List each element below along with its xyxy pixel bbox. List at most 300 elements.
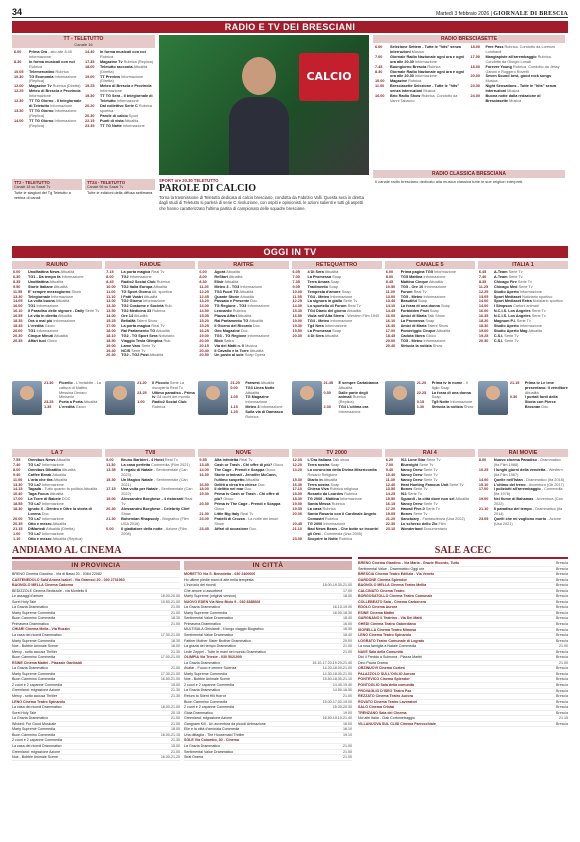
program-genre: Gioco (44, 323, 55, 328)
listing-times: 18.40 (343, 633, 352, 638)
schedule-time: 19.50 (292, 328, 303, 333)
tv-channel-schedule (12, 269, 102, 379)
program-title: Night Sensations - Tutte le "hits" senza interruzioni (485, 84, 557, 94)
program-title: La vita in diretta (28, 314, 58, 319)
schedule-entry (245, 395, 288, 405)
listing-name: GHEDI Cinema Teatro Gaberdiano (358, 622, 417, 627)
program-title: Prima pagina TG5 (400, 270, 433, 274)
listing-times: Brescia (556, 599, 568, 604)
schedule-time: 13.35 (106, 467, 116, 472)
prime-time-list (417, 381, 475, 410)
program-title: Storie criminali - Jennifer McCann, l'ultimo sospetto (214, 472, 277, 482)
program-genre: Serie Tv (508, 270, 523, 274)
schedule-time: 20.15 (199, 343, 209, 348)
schedule-time: 10.05 (14, 69, 24, 74)
program-genre: Real Tv (151, 323, 165, 328)
program-title: Tg5 Notte (431, 400, 450, 405)
program-genre: Attualità (428, 279, 443, 284)
schedule-time: 8.00 (385, 274, 394, 279)
program-genre: Rubrica. Condotto da Jessy Garoni e Ruggero Rovetti (485, 64, 560, 74)
listing-name: La rosa famiglia a Natale Commedia (358, 644, 417, 649)
schedule-time: 13.30 (13, 294, 23, 299)
program-title: TG5 - Meteo (400, 294, 423, 299)
schedule-time: 18.30 (478, 323, 489, 328)
schedule-row (85, 50, 153, 60)
program-title: TG3 Linea Notte (245, 385, 275, 390)
schedule-time: 17.20 (385, 507, 396, 512)
schedule-time: 19.00 (478, 497, 489, 502)
program-genre: Attualità (346, 309, 361, 314)
program-title: Storie Italiane (28, 284, 53, 289)
tv-section-title: OGGI IN TV (12, 246, 568, 258)
schedule-time: 16.15 (385, 502, 396, 507)
schedule-row (199, 517, 287, 527)
schedule-time: 23.45 (199, 526, 209, 531)
calcio-sign: CALCIO (299, 53, 359, 101)
program-genre: Attualità (245, 477, 260, 482)
tv-channel-name: RAITRE (198, 261, 288, 269)
listing-times: Brescia (556, 655, 568, 660)
program-title: Tg4 Nera (307, 323, 324, 328)
program-genre: Informazione (29, 94, 51, 99)
schedule-row (85, 84, 153, 94)
listing-name: La Grazia Drammatico (184, 660, 220, 665)
schedule-row (44, 381, 102, 400)
program-genre: Informazione (Diretta) (100, 74, 144, 84)
listing-name: Gioia Drammatico (184, 710, 213, 715)
program-genre: Informazione (324, 323, 347, 328)
prime-time-list (510, 381, 568, 410)
program-title: Nancy Drew (400, 472, 423, 477)
schedule-entry (308, 527, 381, 537)
schedule-time: 20.30 (478, 338, 489, 343)
tv-channel-column (198, 449, 288, 541)
program-genre: Informazione (338, 409, 361, 414)
schedule-time: 15.30 (292, 477, 303, 482)
schedule-time: 20.40 (385, 343, 396, 348)
program-title: Little Big Italy (214, 511, 240, 516)
listing-times: Brescia (556, 721, 568, 726)
program-genre: Informazione (41, 462, 64, 467)
program-genre: Informazione (330, 294, 353, 299)
program-title: Meteo 3 - TG3 (214, 284, 240, 289)
prime-time-list (230, 381, 288, 419)
program-genre: Serie Tv (425, 507, 440, 512)
tt2-channel: Canale 18 su Sasat Tv (14, 185, 51, 189)
schedule-time: 21.45 (323, 381, 334, 385)
schedule-time: 0.50 (323, 390, 331, 395)
program-genre: Real Tv (151, 270, 165, 274)
program-genre: Show (432, 343, 443, 348)
schedule-time: 13.30 (106, 304, 116, 309)
program-title: 4 Di Sera (307, 333, 324, 338)
schedule-entry (214, 527, 257, 532)
schedule-time: 20.30 (106, 507, 116, 512)
program-title: Telemercatino (29, 69, 55, 74)
schedule-time: 21.30 (44, 381, 54, 385)
schedule-time: 7.40 (13, 462, 21, 467)
program-genre: Attualità (60, 270, 75, 274)
schedule-row (479, 468, 567, 478)
listing-times: 21.00 (171, 749, 180, 754)
schedule-time: 8.35 (13, 279, 21, 284)
listing-name: Buon Cammino Commedia (12, 677, 56, 682)
program-title: C.S.I. (493, 338, 504, 343)
program-title: La signora in giallo (307, 299, 343, 304)
program-genre: Doc. (240, 328, 249, 333)
schedule-time: 16.10 (13, 309, 23, 314)
program-title: Magazine Tv (29, 84, 52, 89)
classica-text: Il canale radio bresciano dedicato alla musica classica tutte le sue migliori interpreti. (375, 179, 524, 184)
schedule-time: 16.30 (292, 482, 303, 487)
program-title: In forma musicali con noi (100, 50, 146, 54)
program-genre: Serie Tv (426, 458, 441, 462)
tv-channel-name: TV8 (105, 449, 195, 457)
schedule-time: 16.50 (199, 482, 209, 487)
schedule-entry (29, 119, 82, 129)
tt2-text: Tutte le stagioni del Tg Teletutto a vetrina di canali (14, 191, 71, 200)
listing-times: 21.00 (343, 694, 352, 699)
schedule-entry (100, 104, 153, 114)
tv-channel-name: RETEQUATTRO (292, 261, 382, 269)
schedule-row (479, 339, 567, 344)
listing-name: Che amore ci assorberà (184, 588, 223, 593)
program-genre: Attualità (153, 284, 167, 289)
schedule-time: 0.15 (416, 400, 425, 405)
program-title: Omnibus News (28, 458, 56, 462)
program-genre: Commedia (Film 2021) (151, 462, 190, 467)
program-title: Nancy Drew (400, 467, 423, 472)
listing-times: 17.30-21.00 (160, 671, 180, 676)
program-title: Giornale Radio Nazionale ogni ora e ogni ora alle 20.30 (390, 69, 465, 79)
schedule-entry (432, 381, 475, 391)
schedule-row (13, 537, 101, 542)
program-title: TT TG Notte (100, 123, 122, 128)
program-title: TG 2000 (307, 521, 323, 526)
schedule-time: 1.00 (137, 400, 145, 405)
listing-name: NAVE Sala della Comunità (358, 649, 403, 654)
listing-name: Marty Supreme Commedia (12, 727, 55, 732)
program-title: TG La7 (28, 462, 41, 467)
schedule-entry (28, 339, 57, 344)
program-genre: Informazione (41, 516, 64, 521)
program-genre: Informazione (240, 284, 263, 289)
schedule-time: 20.20 (85, 103, 95, 108)
schedule-time: 12.00 (14, 84, 24, 89)
schedule-row (293, 468, 381, 478)
schedule-entry (121, 517, 194, 527)
program-title: TG Magazine (245, 395, 269, 400)
listing-name: Gangnam Kill - Un avventura da piccoli Animazione (184, 721, 266, 726)
schedule-entry (29, 109, 82, 119)
schedule-entry (486, 65, 564, 75)
schedule-time: 21.30 (199, 511, 209, 516)
schedule-time: 18.00 (292, 492, 303, 497)
schedule-time: 6.30 (13, 274, 21, 279)
schedule-entry (100, 124, 145, 129)
program-title: La forza di una donna (431, 390, 471, 395)
schedule-time: 0.30 (509, 395, 518, 400)
sale-title: SALE ACEC (358, 545, 568, 559)
listing-times: 15.00 (171, 682, 180, 687)
schedule-time: 17.15 (106, 487, 116, 492)
listing-name: Dici il Freddo a Sulmona - Piazza Martiri (358, 655, 423, 660)
schedule-entry (28, 537, 82, 542)
program-genre: Attualità (156, 328, 170, 333)
program-genre: Informazione (245, 400, 268, 405)
schedule-time: 14.00 (199, 467, 209, 472)
schedule-time: 18.35 (13, 319, 23, 324)
listing-name: La Grazia Drammatico (12, 666, 48, 671)
schedule-time: 20.00 (13, 328, 23, 333)
program-title: Un Magico Natale (121, 477, 153, 482)
program-title: Sulla via di Damasco (245, 409, 284, 414)
listing-name: La Grazia Drammatico (12, 605, 48, 610)
program-genre: Informazione (Replica) (29, 118, 77, 128)
program-title: Una volta per Natale (121, 487, 158, 492)
schedule-time: 8.45 (106, 279, 114, 284)
program-genre: Informazione (41, 502, 64, 507)
program-genre: Notiziario sportivo (532, 299, 563, 304)
schedule-time: 21.20 (137, 381, 147, 385)
schedule-time: 14.20 (292, 467, 303, 472)
tt24-name: TT24 - TELETUTTO (87, 180, 126, 185)
program-title: La forza di una donna (400, 304, 440, 309)
schedule-time: 14.00 (292, 304, 303, 309)
listing-times: 18.30 (171, 638, 180, 643)
schedule-time: 21.15 (509, 381, 520, 385)
schedule-entry (432, 391, 475, 401)
listing-times: 14.30-18.00-21.00 (322, 671, 352, 676)
program-title: Beautiful (400, 299, 417, 304)
program-genre: Informazione (423, 338, 446, 343)
schedule-entry (390, 55, 468, 65)
listing-times: Brescia (556, 699, 568, 704)
feature-title: PAROLE DI CALCIO (159, 183, 257, 194)
cinema-section (12, 545, 568, 826)
program-genre: Rubrica. Condotto da Giorgio Lonati (485, 54, 552, 64)
schedule-time: 7.45 (375, 64, 383, 69)
program-genre: Informazione (423, 294, 446, 299)
cinema-left (12, 545, 352, 826)
program-title: Porta a Porta (59, 400, 83, 405)
listing-times: Brescia (556, 633, 568, 638)
program-title: TG2 Medicina 33 (121, 309, 152, 314)
schedule-time: 17.00 (478, 487, 489, 492)
listing-name: BRENO Cinema Giardino - Via Maria - Grazie Ricordo, Tutto (358, 561, 460, 565)
tv-channel-schedule (292, 457, 382, 541)
cinema-venue (358, 722, 568, 728)
tt24-block (85, 179, 155, 202)
program-title: Amici di Maria (400, 323, 427, 328)
program-genre: Attualità (143, 294, 158, 299)
schedule-row (471, 45, 564, 55)
program-genre: Serie Tv (423, 472, 438, 477)
program-genre: Rubrica (100, 54, 114, 59)
schedule-time: 18.30 (292, 497, 303, 502)
program-genre: Rubrica sportiva (100, 103, 152, 113)
program-genre: - Western Film 1949 (345, 314, 380, 319)
schedule-time: 1.15 (230, 404, 238, 409)
prime-time-list (44, 381, 102, 410)
tv-channel-name: TV 2000 (292, 449, 382, 457)
listing-times: Brescia (556, 666, 568, 671)
listing-name: Greenland: migrazione Azione (12, 688, 61, 693)
program-title: È sempre Cartabianca (338, 381, 379, 385)
schedule-time: 16.40 (13, 492, 23, 497)
schedule-time: 18.00 (85, 64, 95, 69)
program-title: Tagadà (28, 487, 42, 492)
listing-name: 2 cuori e 2 capanne Commedia (12, 682, 62, 687)
program-genre: Attualità (Replica) (52, 536, 83, 541)
listing-name: PONTOGLIO Sala della comunità (358, 683, 415, 688)
listing-times: Brescia (556, 594, 568, 599)
program-genre: Informazione (122, 123, 145, 128)
program-title: TG La7 (28, 482, 41, 487)
schedule-time: 15.10 (478, 482, 489, 487)
schedule-time: 16.00 (385, 314, 396, 319)
program-title: Piazza Affari (214, 314, 237, 319)
program-genre: Doc. (541, 404, 550, 409)
program-title: 911 (400, 492, 407, 497)
schedule-time: 20.35 (13, 338, 23, 343)
schedule-time: 16.10 (385, 319, 396, 324)
tv-channel-column (385, 449, 475, 541)
schedule-time: 14.00 (478, 304, 489, 309)
schedule-row (106, 527, 194, 537)
schedule-time: 14.10 (385, 304, 396, 309)
program-title: Delitti a circa fra chiese (214, 482, 257, 487)
program-title: Affari di occasione (214, 526, 249, 531)
schedule-row (13, 339, 101, 344)
schedule-time: 8.00 (13, 467, 21, 472)
schedule-entry (100, 94, 153, 104)
schedule-time: 15.05 (199, 314, 209, 319)
program-title: Selezione Settem - Tutte le "hits" senza interruzioni (390, 45, 461, 54)
schedule-time: 20.35 (13, 521, 23, 526)
listing-name: ROVATO Cinema Teatro Lavoratori (358, 699, 418, 704)
schedule-time: 8.30 (375, 69, 383, 74)
newspaper-page (12, 6, 568, 836)
schedule-time: 0.00 (106, 526, 114, 531)
program-genre: Gioco (47, 338, 57, 343)
schedule-row (199, 502, 287, 512)
listing-times: 21.00 (343, 644, 352, 649)
listing-times: 18.00 (171, 727, 180, 732)
program-genre: Serie Tv (518, 284, 533, 289)
program-title: Dalle parte degli animali (338, 390, 368, 400)
listing-name: Buon Cammino Commedia (12, 655, 56, 660)
schedule-time: 21.20 (230, 381, 240, 385)
program-genre: Informazione (Replica) (29, 74, 77, 84)
listing-times: 16.10-19.00 (332, 605, 352, 610)
program-genre: Film (438, 521, 446, 526)
program-genre: Show (71, 289, 82, 294)
program-thumbnail (292, 381, 322, 415)
program-genre: Musica (245, 343, 258, 348)
schedule-time: 6.00 (199, 270, 207, 274)
schedule-time: 12.30 (14, 99, 24, 104)
listing-times: 18.30 (171, 616, 180, 621)
listing-name: Marty Supreme Commedia (12, 638, 55, 643)
program-title: Striscia la notizia (431, 404, 463, 409)
program-genre: Talent Show (427, 323, 449, 328)
program-genre: Rubrica (152, 404, 166, 409)
schedule-entry (494, 497, 567, 507)
program-genre: Sport (128, 113, 138, 118)
program-title: UnoMattina News (28, 270, 60, 274)
schedule-time: 14.15 (13, 487, 23, 492)
program-genre: Serie Tv (413, 487, 428, 492)
program-genre: Real Tv (240, 511, 254, 516)
tv-prime-time (385, 381, 475, 447)
listing-name: Marty Supreme Commedia (12, 671, 55, 676)
program-title: Il Paradiso delle signore - Daily (28, 309, 85, 314)
schedule-time: 23.00 (292, 536, 303, 541)
listing-name: Return to Silent Hill Horror (184, 694, 226, 699)
schedule-time: 10.00 (292, 289, 303, 294)
program-title: Alta infedeltà (214, 458, 239, 462)
program-genre: Attualità (249, 348, 264, 353)
schedule-time: 18.00 (470, 64, 481, 69)
program-genre: Rosario Religione (307, 472, 338, 477)
schedule-row (85, 75, 153, 85)
schedule-row (479, 487, 567, 497)
schedule-time: 19.00 (199, 333, 209, 338)
schedule-time: 16.40 (385, 323, 396, 328)
program-genre: Rubrica (245, 414, 259, 419)
program-title: Otto e mezzo (28, 536, 52, 541)
schedule-entry (494, 517, 567, 527)
schedule-time: 23.35 (85, 123, 95, 128)
program-genre: Documentario (423, 526, 448, 531)
program-title: C.S.I. (493, 333, 504, 338)
listing-times: 17.30-21.00 (160, 633, 180, 638)
program-title: Cinque Minuti (28, 333, 54, 338)
listing-name: Marty Supreme (original version) (184, 594, 237, 599)
program-title: Meteo di Brescia e Provincia (29, 89, 81, 94)
program-genre: Informazione (434, 270, 456, 274)
schedule-time: 6.00 (13, 270, 21, 274)
schedule-time: 19.00 (106, 497, 116, 502)
program-title: Wonderland (400, 526, 423, 531)
schedule-time: 8.00 (199, 274, 207, 279)
program-title: Elisir (214, 279, 224, 284)
feature-kicker: SPORT ore 20.30 TELETUTTO (159, 178, 219, 183)
tv-bottom-row (12, 449, 568, 541)
program-genre: Informazione (41, 531, 64, 536)
listing-name: PROVAGLIO D'ISEO Teatro Pax (358, 688, 412, 693)
listing-times: 21.00 (343, 743, 352, 748)
program-genre: Serie La riscoperta Real Tv (152, 381, 185, 390)
program-title: Il regalo di Natale (121, 467, 153, 472)
listing-times: 16.00-21.20 (160, 755, 180, 760)
schedule-time: 20.45 (292, 521, 303, 526)
listing-name: LOGRATO Teatro Comunale di Lograto (358, 638, 425, 643)
schedule-time: 20.50 (199, 353, 209, 358)
schedule-time: 20.30 (199, 502, 209, 507)
listing-times: Brescia (556, 572, 568, 577)
schedule-time: 14.00 (478, 477, 489, 482)
listing-name: Mercy - sotto accusa Thriller (12, 694, 58, 699)
program-genre: Rubrica religiosa (329, 487, 359, 492)
program-genre: Attualità (455, 497, 470, 502)
listing-times: 14.40-19.40 (332, 682, 352, 687)
schedule-time: 10.00 (375, 79, 385, 84)
schedule-row (417, 391, 475, 401)
program-title: Mangiapiste all'arrembaggio (485, 54, 537, 59)
program-genre: Rubrica (29, 64, 43, 69)
